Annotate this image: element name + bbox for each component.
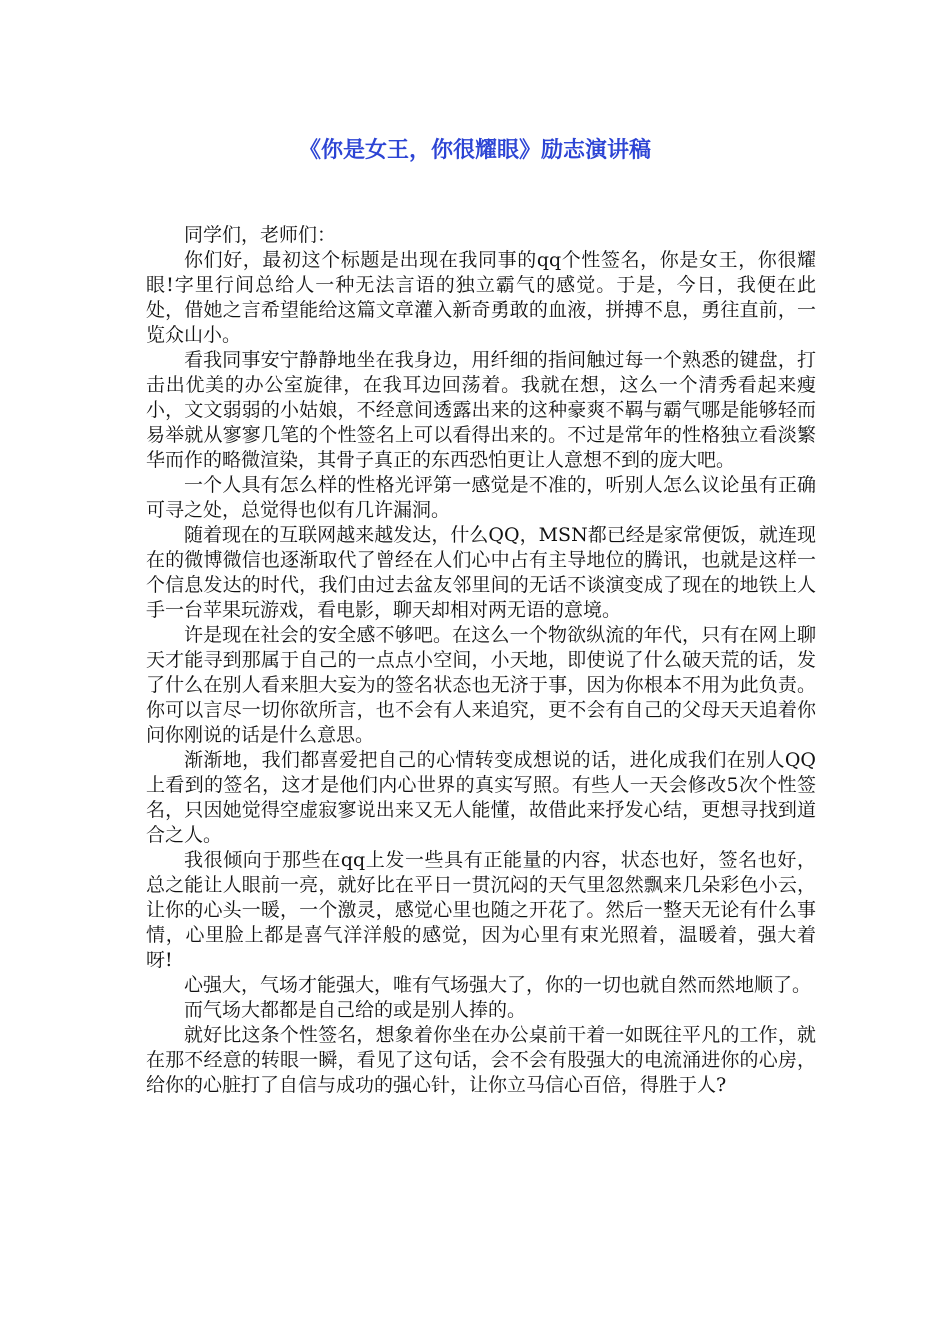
document-title: 《你是女王，你很耀眼》励志演讲稿: [298, 138, 651, 163]
paragraph: 我很倾向于那些在qq上发一些具有正能量的内容，状态也好，签名也好，总之能让人眼前一亮，就好比在平日一贯沉闷的天气里忽然飘来几朵彩色小云，让你的心头一暖，一个激灵，感觉心里也随之开花了。然后一整天无论有什么事情，心里脸上都是喜气洋洋般的感觉，因为心里有束光照着，温暖着，强大着呀!: [146, 849, 816, 971]
document-body: [146, 223, 816, 1098]
paragraph: 随着现在的互联网越来越发达，什么QQ，MSN都已经是家常便饭，就连现在的微博微信也逐渐取代了曾经在人们心中占有主导地位的腾讯，也就是这样一个信息发达的时代，我们由过去盆友邻里间的无话不谈演变成了现在的地铁上人手一台苹果玩游戏，看电影，聊天却相对两无语的意境。: [146, 524, 816, 621]
paragraph: 一个人具有怎么样的性格光评第一感觉是不准的，听别人怎么议论虽有正确可寻之处，总觉得也似有几许漏洞。: [146, 474, 816, 521]
paragraph: 而气场大都都是自己给的或是别人捧的。: [184, 999, 527, 1021]
paragraph: 心强大，气场才能强大，唯有气场强大了，你的一切也就自然而然地顺了。: [184, 974, 812, 996]
paragraph: 同学们，老师们：: [184, 224, 337, 246]
paragraph: 许是现在社会的安全感不够吧。在这么一个物欲纵流的年代，只有在网上聊天才能寻到那属于自己的一点点小空间，小天地，即使说了什么破天荒的话，发了什么在别人看来胆大妄为的签名状态也无济于事，因为你根本不用为此负责。你可以言尽一切你欲所言，也不会有人来追究，更不会有自己的父母天天追着你问你刚说的话是什么意思。: [146, 624, 816, 746]
paragraph: 看我同事安宁静静地坐在我身边，用纤细的指间触过每一个熟悉的键盘，打击出优美的办公室旋律，在我耳边回荡着。我就在想，这么一个清秀看起来瘦小，文文弱弱的小姑娘，不经意间透露出来的这种豪爽不羁与霸气哪是能够轻而易举就从寥寥几笔的个性签名上可以看得出来的。不过是常年的性格独立看淡繁华而作的略微渲染，其骨子真正的东西恐怕更让人意想不到的庞大吧。: [146, 349, 816, 471]
paragraph: 你们好，最初这个标题是出现在我同事的qq个性签名，你是女王，你很耀眼!字里行间总给人一种无法言语的独立霸气的感觉。于是，今日，我便在此处，借她之言希望能给这篇文章灌入新奇勇敢的血液，拼搏不息，勇往直前，一览众山小。: [146, 249, 816, 346]
paragraph: 就好比这条个性签名，想象着你坐在办公桌前干着一如既往平凡的工作，就在那不经意的转眼一瞬，看见了这句话，会不会有股强大的电流涌进你的心房，给你的心脏打了自信与成功的强心针，让你立马信心百倍，得胜于人?: [146, 1024, 816, 1096]
paragraph: 渐渐地，我们都喜爱把自己的心情转变成想说的话，进化成我们在别人QQ上看到的签名，这才是他们内心世界的真实写照。有些人一天会修改5次个性签名，只因她觉得空虚寂寥说出来又无人能懂，故借此来抒发心结，更想寻找到道合之人。: [146, 749, 816, 846]
